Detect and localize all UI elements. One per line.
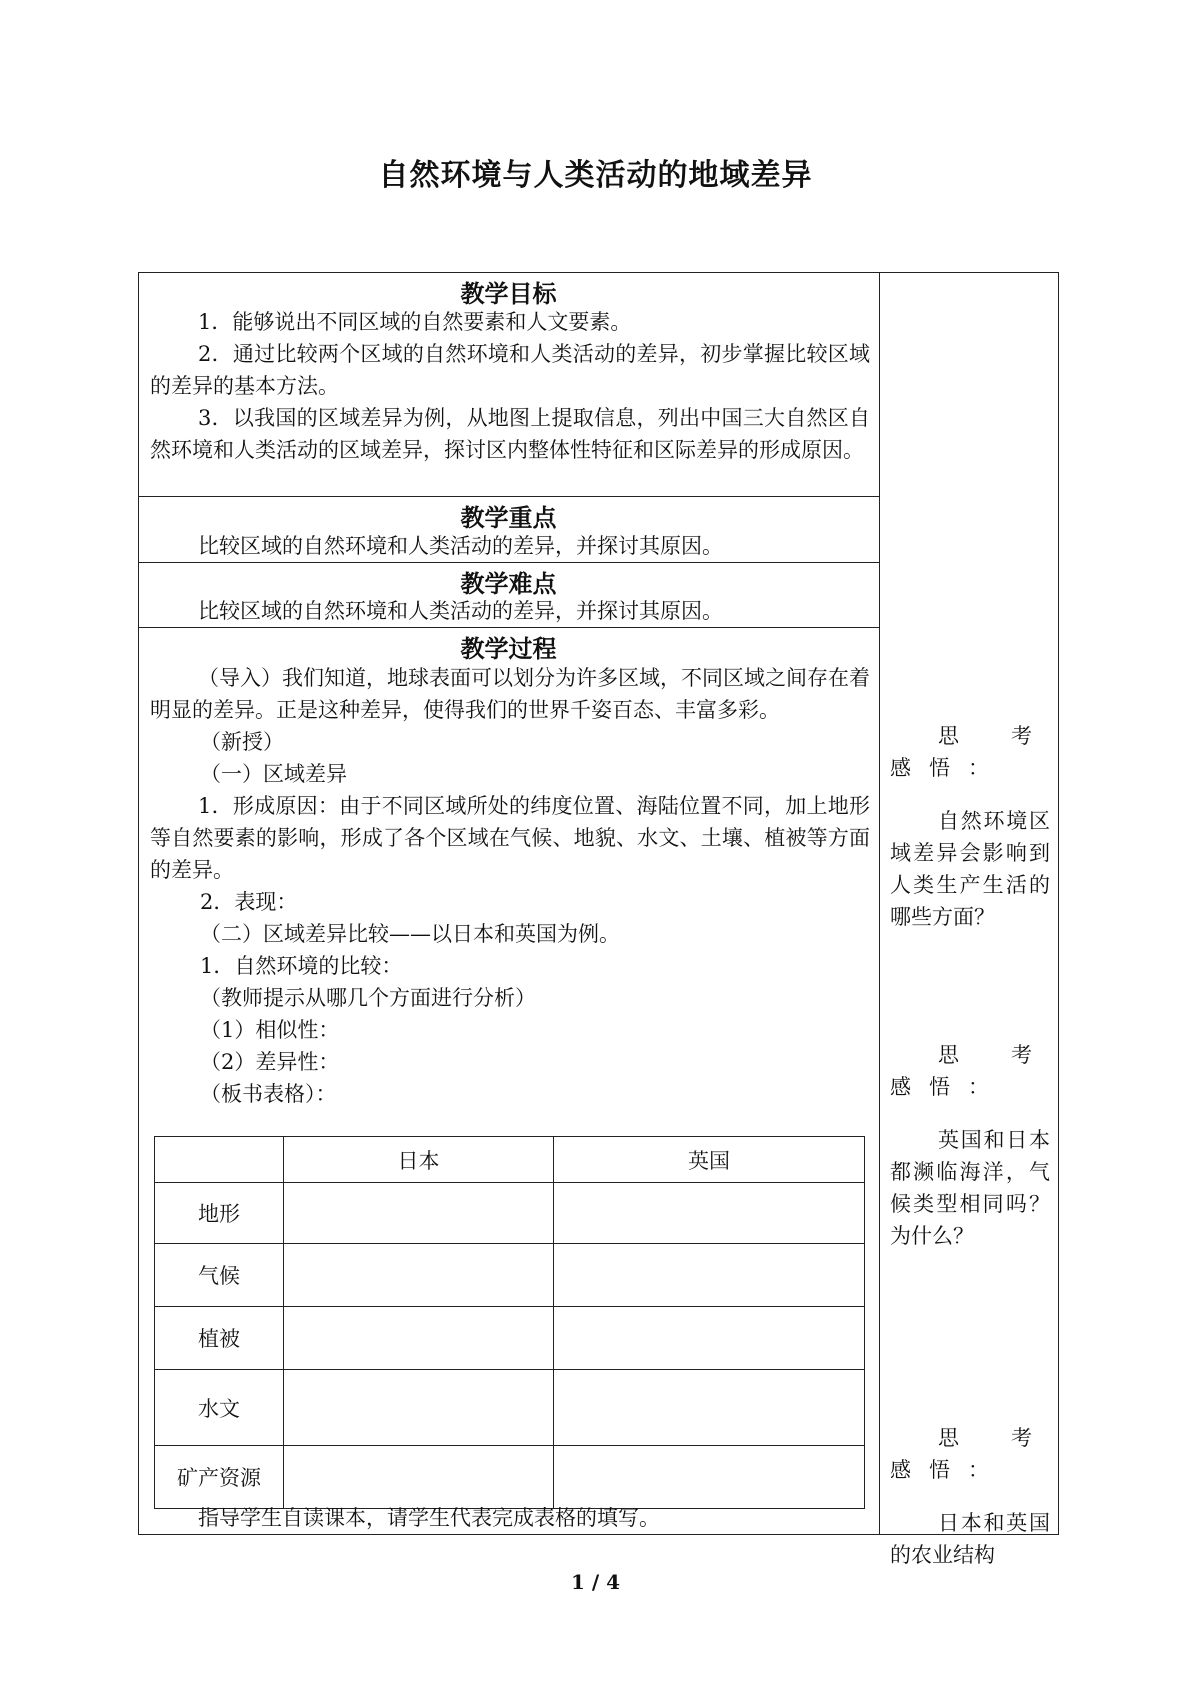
side-note-body: 英国和日本都濒临海洋，气候类型相同吗？为什么？	[890, 1128, 1050, 1248]
row-label: 水文	[155, 1370, 284, 1446]
difficulties-body: 比较区域的自然环境和人类活动的差异，并探讨其原因。	[198, 599, 723, 623]
table-header-uk: 英国	[554, 1137, 865, 1183]
side-note-heading: 思考感悟：	[890, 724, 1050, 780]
objectives-heading: 教学目标	[460, 280, 557, 308]
table-cell	[554, 1183, 865, 1244]
side-note-heading: 思考感悟：	[890, 1426, 1050, 1482]
table-header-japan: 日本	[284, 1137, 554, 1183]
comparison-table	[154, 1136, 865, 1509]
key-points-heading: 教学重点	[460, 504, 557, 532]
table-row	[155, 1307, 865, 1370]
table-row	[155, 1370, 865, 1446]
process-heading: 教学过程	[460, 635, 557, 663]
table-cell	[554, 1446, 865, 1509]
column-divider	[879, 272, 880, 1535]
table-cell	[284, 1446, 554, 1509]
difficulties-heading: 教学难点	[460, 570, 557, 598]
process-content	[150, 662, 870, 1110]
table-row	[155, 1446, 865, 1509]
process-teacher-hint: （教师提示从哪几个方面进行分析）	[200, 986, 536, 1010]
process-section1: （一）区域差异	[200, 762, 347, 786]
side-note	[890, 1018, 1050, 1273]
process-intro: （导入）我们知道，地球表面可以划分为许多区域，不同区域之间存在着明显的差异。正是这种差异，使得我们的世界千姿百态、丰富多彩。	[150, 666, 870, 722]
row-label: 矿产资源	[155, 1446, 284, 1509]
objective-item: 3．以我国的区域差异为例，从地图上提取信息，列出中国三大自然区自然环境和人类活动的区域差异，探讨区内整体性特征和区际差异的形成原因。	[150, 406, 870, 462]
row-divider	[138, 562, 879, 563]
process-new-lesson: （新授）	[200, 730, 284, 754]
table-row	[155, 1244, 865, 1307]
side-note-heading: 思考感悟：	[890, 1043, 1050, 1099]
objective-item: 2．通过比较两个区域的自然环境和人类活动的差异，初步掌握比较区域的差异的基本方法。	[150, 342, 870, 398]
row-label: 地形	[155, 1183, 284, 1244]
process-cause: 1．形成原因：由于不同区域所处的纬度位置、海陆位置不同，加上地形等自然要素的影响，形成了各个区域在气候、地貌、水文、土壤、植被等方面的差异。	[150, 794, 870, 882]
process-natural-compare: 1．自然环境的比较：	[200, 954, 403, 978]
side-note-body: 自然环境区域差异会影响到人类生产生活的哪些方面？	[890, 809, 1050, 929]
side-note	[890, 699, 1050, 954]
table-row	[155, 1183, 865, 1244]
objectives-list	[150, 306, 870, 466]
table-cell	[284, 1370, 554, 1446]
process-guide: 指导学生自读课本，请学生代表完成表格的填写。	[198, 1506, 660, 1530]
side-note	[890, 1401, 1050, 1592]
key-points-text	[150, 530, 870, 562]
process-section2: （二）区域差异比较——以日本和英国为例。	[200, 922, 620, 946]
process-manifestation: 2．表现：	[200, 890, 298, 914]
row-divider	[138, 496, 879, 497]
table-cell	[554, 1244, 865, 1307]
key-points-body: 比较区域的自然环境和人类活动的差异，并探讨其原因。	[198, 534, 723, 558]
page-number: 1 / 4	[570, 1570, 621, 1594]
row-label: 气候	[155, 1244, 284, 1307]
table-cell	[554, 1307, 865, 1370]
objective-item: 1．能够说出不同区域的自然要素和人文要素。	[198, 310, 632, 334]
process-board-table: （板书表格）：	[200, 1082, 337, 1106]
row-label: 植被	[155, 1307, 284, 1370]
side-note-body: 日本和英国的农业结构	[890, 1511, 1050, 1567]
process-guide-text	[150, 1502, 870, 1534]
table-cell	[284, 1307, 554, 1370]
process-difference: （2）差异性：	[200, 1050, 340, 1074]
document-title: 自然环境与人类活动的地域差异	[378, 158, 813, 193]
table-cell	[554, 1370, 865, 1446]
difficulties-text	[150, 595, 870, 627]
table-cell	[284, 1183, 554, 1244]
table-cell	[284, 1244, 554, 1307]
process-similarity: （1）相似性：	[200, 1018, 340, 1042]
table-header-cell	[155, 1137, 284, 1183]
row-divider	[138, 627, 879, 628]
